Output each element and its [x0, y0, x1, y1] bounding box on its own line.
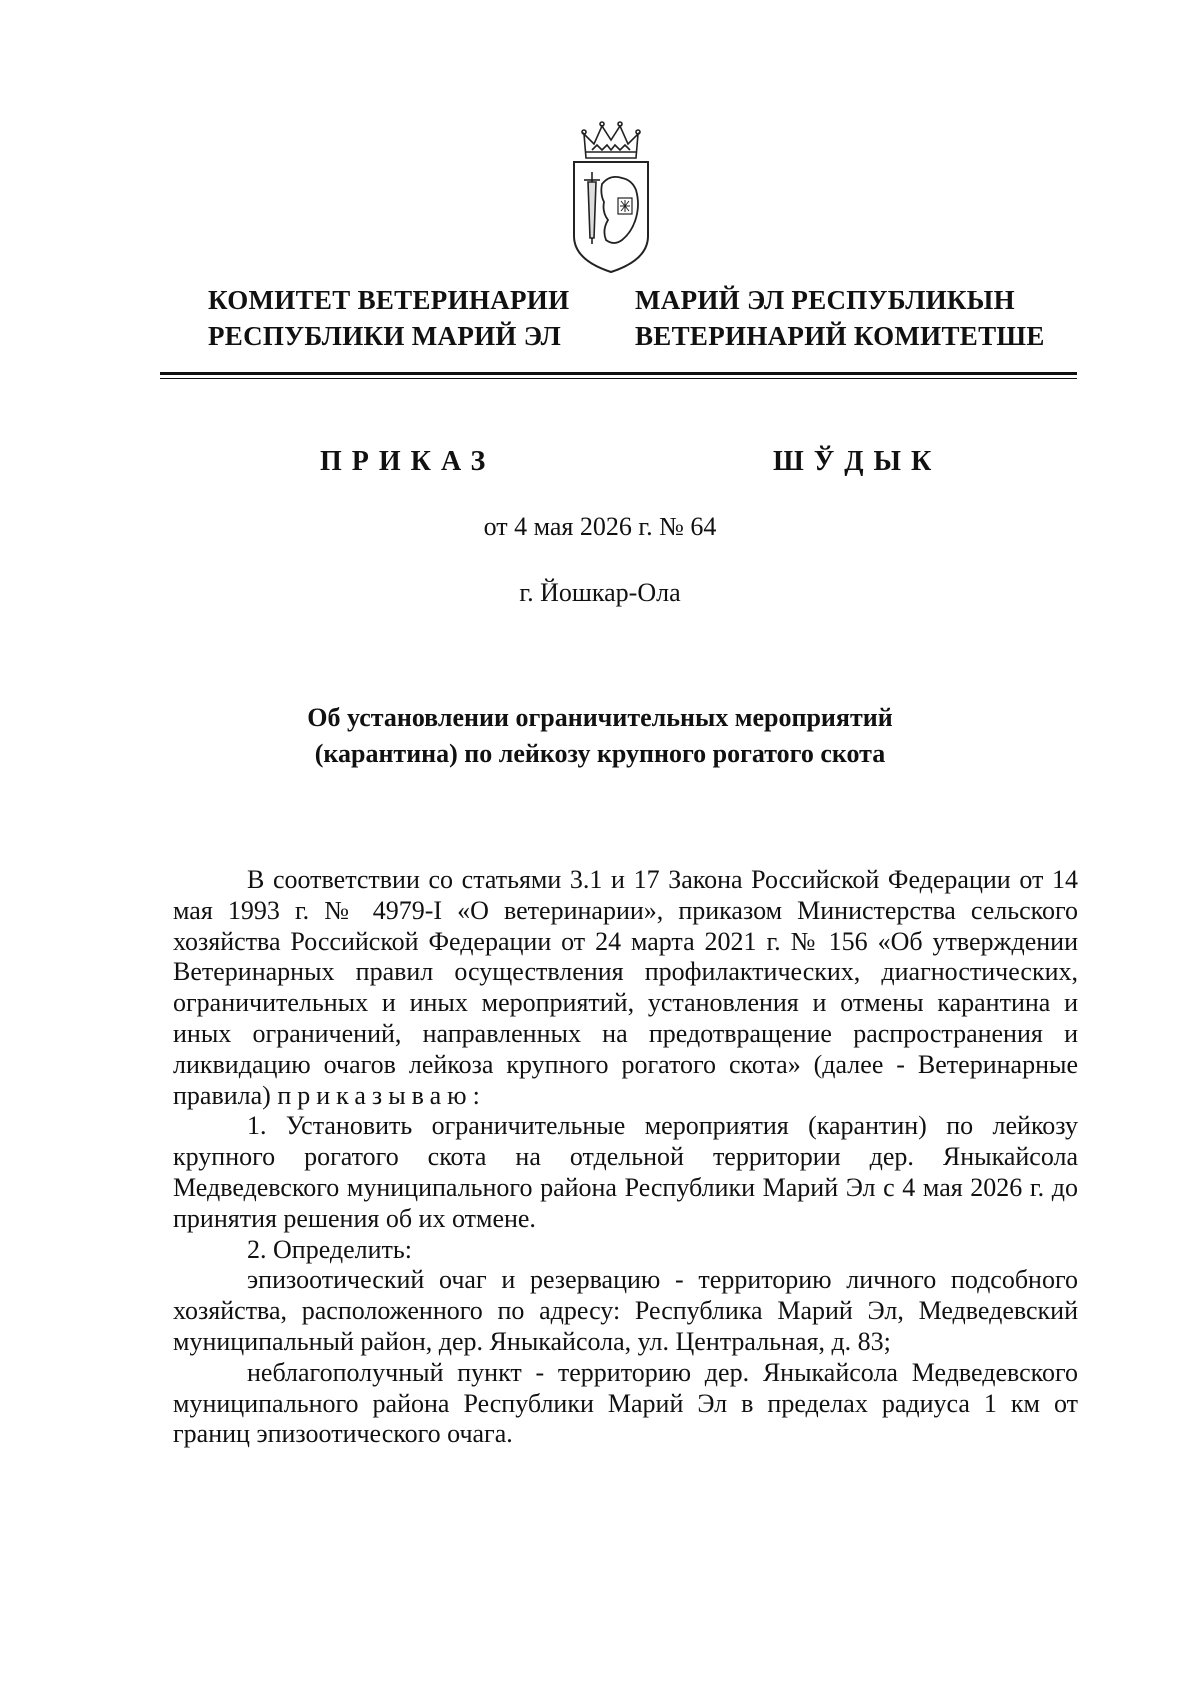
item-2-a: эпизоотический очаг и резервацию - территорию личного подсобного хозяйства, расположенного по адресу: Республика Марий Эл, Медведевский муниципальный район, дер. Яныкайсола, ул. Центральная, д. 83; — [173, 1265, 1078, 1356]
header-divider-thin — [160, 378, 1077, 379]
item-2-b: неблагополучный пункт - территорию дер. Яныкайсола Медведевского муниципального района Республики Марий Эл в пределах радиуса 1 км от границ эпизоотического очага. — [173, 1357, 1078, 1449]
subject-line1: Об установлении ограничительных мероприятий — [307, 703, 893, 732]
header-divider-thick — [160, 372, 1077, 375]
item-2: 2. Определить: — [247, 1234, 412, 1264]
header-right-line1: МАРИЙ ЭЛ РЕСПУБЛИКЫН — [635, 285, 1015, 315]
order-title-mari: ШЎДЫК — [773, 446, 942, 477]
header-mari — [635, 282, 1045, 354]
order-subject — [0, 700, 1200, 772]
preamble-paragraph — [173, 865, 1078, 1111]
order-title-ru: ПРИКАЗ — [320, 446, 496, 477]
item-1: 1. Установить ограничительные мероприятия (карантин) по лейкозу крупного рогатого скота на отдельной территории дер. Яныкайсола Медведевского муниципального района Республики Марий Эл с 4 мая 2026 г. до принятия решения об их отмене. — [173, 1111, 1078, 1233]
header-left-line1: КОМИТЕТ ВЕТЕРИНАРИИ — [208, 285, 570, 315]
subject-line2: (карантина) по лейкозу крупного рогатого скота — [314, 739, 886, 768]
order-date-number: от 4 мая 2026 г. № 64 — [483, 512, 717, 541]
header-left-line2: РЕСПУБЛИКИ МАРИЙ ЭЛ — [208, 321, 562, 351]
header-right-line2: ВЕТЕРИНАРИЙ КОМИТЕТШЕ — [635, 321, 1045, 351]
order-body — [173, 865, 1078, 1450]
order-word: приказываю: — [277, 1080, 486, 1110]
header-russian — [208, 282, 569, 354]
preamble-text: В соответствии со статьями 3.1 и 17 Закона Российской Федерации от 14 мая 1993 г. № 4979-I «О ветеринарии», приказом Министерства сельского хозяйства Российской Федерации от 24 марта 2021 г. № 156 «Об утверждении Ветеринарных правил осуществления профилактических, диагностических, ограничительных и иных мероприятий, установления и отмены карантина и иных ограничений, направленных на предотвращение распространения и ликвидацию очагов лейкоза крупного рогатого скота» (далее - Ветеринарные правила) — [173, 865, 1078, 1110]
coat-of-arms-emblem — [566, 120, 656, 280]
order-city: г. Йошкар-Ола — [519, 578, 681, 607]
